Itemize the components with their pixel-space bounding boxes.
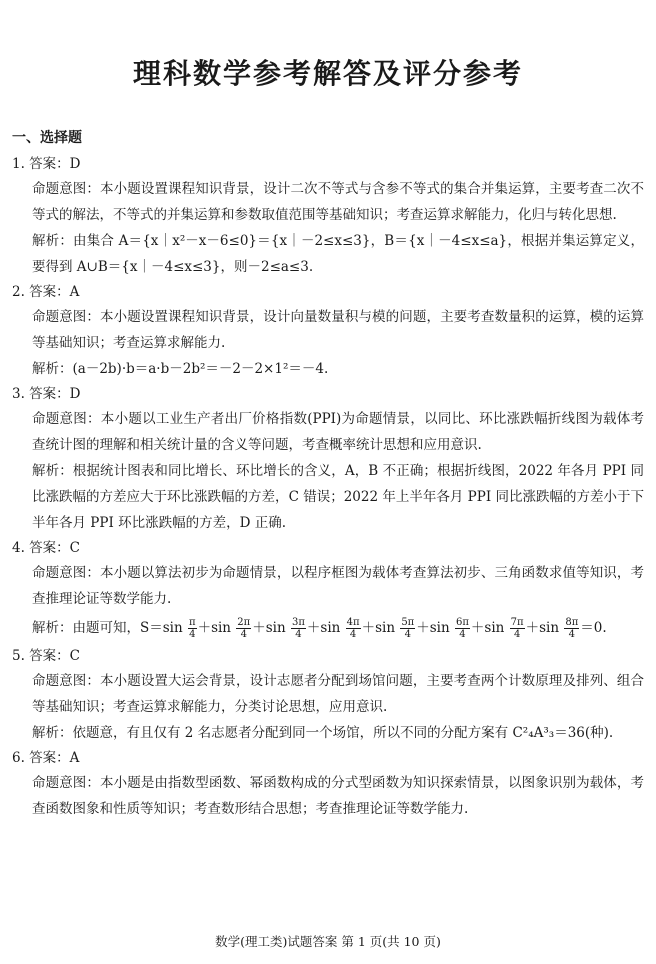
question-1 — [12, 152, 644, 280]
plus-sign: ＋ — [361, 620, 376, 636]
question-1-answer: 1. 答案：D — [12, 156, 81, 172]
answer-content — [12, 128, 644, 822]
fraction-numerator: 5π — [401, 617, 415, 628]
sin-label: sin — [211, 620, 236, 636]
question-2 — [12, 280, 644, 382]
fraction-numerator: 6π — [455, 617, 469, 628]
fraction-denominator: 4 — [349, 629, 357, 640]
fraction-numerator: 8π — [565, 617, 579, 628]
question-3-answer: 3. 答案：D — [12, 386, 81, 402]
plus-sign: ＋ — [525, 620, 540, 636]
question-6 — [12, 746, 644, 822]
question-4-solution — [12, 612, 644, 644]
fraction-denominator: 4 — [240, 629, 247, 640]
question-2-solution: 解析：(a－2b)·b＝a·b－2b²＝－2－2×1²＝－4. — [32, 361, 329, 377]
plus-sign: ＋ — [252, 620, 266, 636]
sin-label: sin — [539, 620, 564, 636]
fraction-denominator: 4 — [404, 629, 411, 640]
fraction — [291, 617, 306, 640]
question-5-answer: 5. 答案：C — [12, 648, 81, 664]
fraction-numerator: π — [188, 617, 196, 628]
section-heading: 一、选择题 — [12, 130, 82, 146]
question-1-intent: 命题意图：本小题设置课程知识背景，设计二次不等式与含参不等式的集合并集运算，主要考查二次不等式的解法，不等式的并集运算和参数取值范围等基础知识；考查运算求解能力，化归与转化思想. — [32, 181, 644, 223]
sin-label: sin — [484, 620, 509, 636]
question-6-answer: 6. 答案：A — [12, 750, 80, 766]
question-4-intent: 命题意图：本小题以算法初步为命题情景，以程序框图为载体考查算法初步、三角函数求值等知识，考查推理论证等数学能力. — [32, 565, 644, 607]
fraction-denominator: 4 — [568, 629, 575, 640]
question-3 — [12, 382, 644, 536]
fraction-denominator: 4 — [513, 629, 521, 640]
question-4 — [12, 536, 644, 644]
question-1-solution: 解析：由集合 A＝{x｜x²－x－6≤0}＝{x｜－2≤x≤3}，B＝{x｜－4≤x≤a}，根据并集运算定义，要得到 A∪B＝{x｜－4≤x≤3}，则－2≤a≤3. — [32, 233, 644, 275]
page-title: 理科数学参考解答及评分参考 — [132, 57, 523, 90]
question-5-intent: 命题意图：本小题设置大运会背景，设计志愿者分配到场馆问题，主要考查两个计数原理及排列、组合等基础知识；考查运算求解能力，分类讨论思想，应用意识. — [32, 673, 644, 715]
question-3-intent: 命题意图：本小题以工业生产者出厂价格指数(PPI)为命题情景，以同比、环比涨跌幅折线图为载体考查统计图的理解和相关统计量的含义等问题，考查概率统计思想和应用意识. — [32, 411, 644, 453]
fraction-denominator: 4 — [295, 629, 302, 640]
question-4-solution-prefix: 解析：由题可知，S＝ — [32, 620, 163, 636]
plus-sign: ＋ — [306, 620, 321, 636]
sin-label: sin — [162, 620, 187, 636]
fraction-numerator: 2π — [237, 617, 251, 628]
plus-sign: ＋ — [416, 620, 430, 636]
fraction-numerator: 7π — [510, 617, 524, 628]
fraction-denominator: 4 — [189, 629, 196, 640]
sin-label: sin — [375, 620, 400, 636]
sin-label: sin — [320, 620, 345, 636]
sin-label: sin — [265, 620, 290, 636]
fraction — [564, 617, 579, 640]
fraction-denominator: 4 — [459, 629, 466, 640]
plus-sign: ＋ — [197, 620, 212, 636]
plus-sign: ＋ — [470, 620, 485, 636]
question-5 — [12, 644, 644, 746]
question-4-solution-suffix: ＝0. — [580, 620, 607, 636]
question-5-solution: 解析：依题意，有且仅有 2 名志愿者分配到同一个场馆，所以不同的分配方案有 C²₄A³₃＝36(种). — [32, 725, 614, 741]
fraction — [455, 617, 470, 640]
fraction-numerator: 3π — [291, 617, 305, 628]
fraction — [236, 617, 251, 640]
question-3-solution: 解析：根据统计图表和同比增长、环比增长的含义，A，B 不正确；根据折线图，2022 年各月 PPI 同比涨跌幅的方差应大于环比涨跌幅的方差，C 错误；2022 年上半年各月 PPI 同比涨跌幅的方差小于下半年各月 PPI 环比涨跌幅的方差，D 正确. — [32, 463, 644, 531]
question-6-intent: 命题意图：本小题是由指数型函数、幂函数构成的分式型函数为知识探索情景，以图象识别为载体，考查函数图象和性质等知识；考查数形结合思想；考查推理论证等数学能力. — [32, 775, 644, 817]
sine-sum-terms — [162, 617, 581, 640]
sin-label: sin — [429, 620, 454, 636]
question-4-answer: 4. 答案：C — [12, 540, 81, 556]
fraction — [188, 617, 197, 640]
page-footer: 数学(理工类)试题答案 第 1 页(共 10 页) — [215, 934, 441, 949]
question-2-intent: 命题意图：本小题设置课程知识背景，设计向量数量积与模的问题，主要考查数量积的运算，模的运算等基础知识；考查运算求解能力. — [32, 309, 644, 351]
question-2-answer: 2. 答案：A — [12, 284, 80, 300]
fraction — [400, 617, 415, 640]
fraction-numerator: 4π — [346, 617, 360, 628]
fraction — [346, 617, 361, 640]
fraction — [510, 617, 525, 640]
